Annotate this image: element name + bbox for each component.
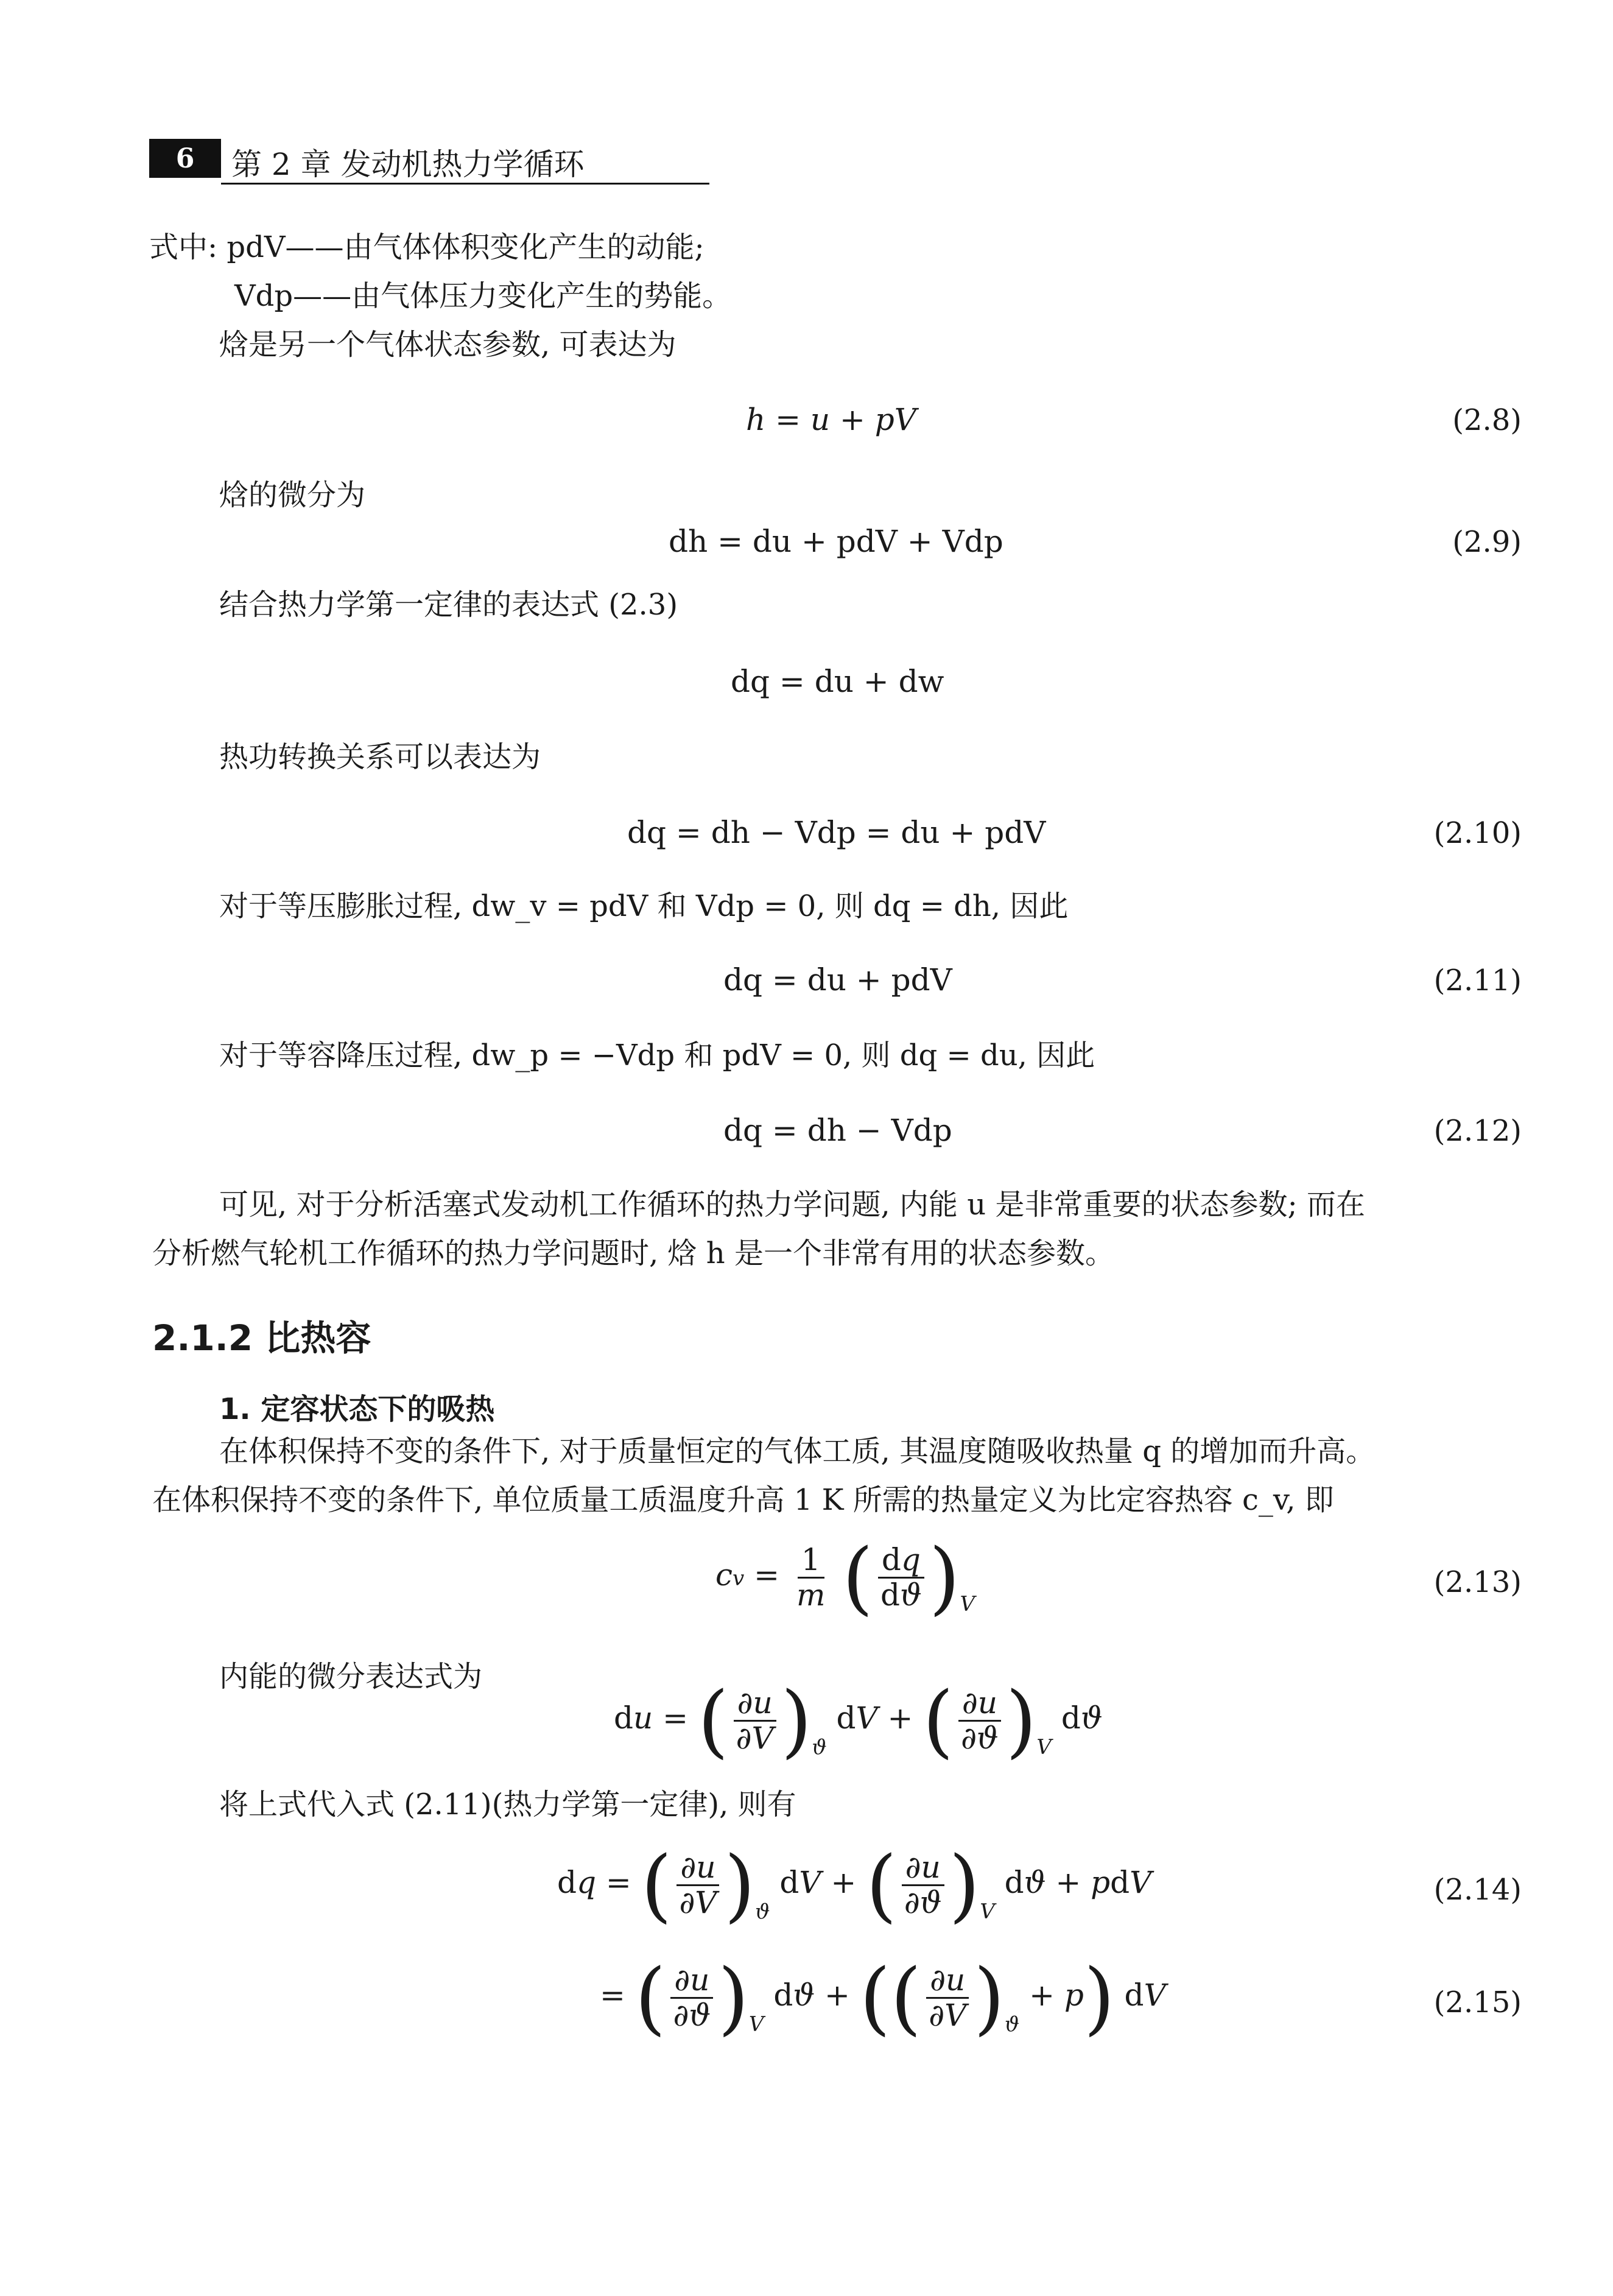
fraction-1-over-m: $\frac{1}{m}$ <box>796 1541 826 1613</box>
equation-2-9: dh = du + pdV + Vdp <box>669 524 1003 559</box>
equation-number-2-8: (2.8) <box>1452 403 1522 437</box>
equation-number-2-11: (2.11) <box>1433 963 1522 998</box>
equation-number-2-14: (2.14) <box>1433 1873 1522 1907</box>
equation-number-2-12: (2.12) <box>1433 1114 1522 1148</box>
equation-first-law: dq = du + dw <box>731 664 944 699</box>
text-line-9: 可见, 对于分析活塞式发动机工作循环的热力学问题, 内能 u 是非常重要的状态参数; 而在 <box>219 1188 1365 1222</box>
text-line-5: 结合热力学第一定律的表达式 (2.3) <box>219 588 678 622</box>
equation-2-11: dq = du + pdV <box>723 962 952 998</box>
text-line-1: 式中: pdV——由气体体积变化产生的动能; <box>149 230 705 264</box>
text-line-11: 在体积保持不变的条件下, 对于质量恒定的气体工质, 其温度随吸收热量 q 的增加而升高。 <box>219 1434 1376 1468</box>
equation-number-2-9: (2.9) <box>1452 525 1522 559</box>
text-line-3: 焓是另一个气体状态参数, 可表达为 <box>219 328 676 362</box>
running-header <box>149 133 709 184</box>
equation-number-2-13: (2.13) <box>1433 1565 1522 1599</box>
equation-2-12: dq = dh − Vdp <box>723 1113 952 1148</box>
text-line-10: 分析燃气轮机工作循环的热力学问题时, 焓 h 是一个非常有用的状态参数。 <box>152 1236 1114 1270</box>
equation-number-2-10: (2.10) <box>1433 816 1522 850</box>
header-rule <box>221 183 709 185</box>
text-line-6: 热功转换关系可以表达为 <box>219 740 541 774</box>
equation-number-2-15: (2.15) <box>1433 1985 1522 2020</box>
equation-2-15: = ( $\frac{\partial u}{\partial ϑ}$ )$_V$ dϑ + (( $\frac{\partial u}{\partial V}$ )$_ϑ + p$) dV <box>600 1951 1166 2044</box>
equation-2-8: h = u + pV <box>746 402 916 437</box>
running-title: 第 2 章 发动机热力学循环 <box>231 147 585 182</box>
equation-2-10: dq = dh − Vdp = du + pdV <box>627 815 1046 850</box>
text-line-12: 在体积保持不变的条件下, 单位质量工质温度升高 1 K 所需的热量定义为比定容热容 c_v, 即 <box>152 1483 1334 1517</box>
equation-du: du = ( $\frac{\partial u}{\partial V}$ )$_ϑ$ dV + ( $\frac{\partial u}{\partial ϑ}$ )$_V$ dϑ <box>614 1674 1103 1767</box>
text-line-14: 将上式代入式 (2.11)(热力学第一定律), 则有 <box>219 1787 796 1822</box>
equation-2-13: cv = $\frac{1}{m}$ ( $\frac{dq}{dϑ}$ )$_V$ <box>715 1531 975 1624</box>
text-line-4: 焓的微分为 <box>219 478 366 512</box>
subsection-title: 1. 定容状态下的吸热 <box>219 1392 495 1426</box>
text-line-2: Vdp——由气体压力变化产生的势能。 <box>234 279 732 313</box>
page-number: 6 <box>149 139 221 178</box>
text-line-8: 对于等容降压过程, dw_p = −Vdp 和 pdV = 0, 则 dq = du, 因此 <box>219 1038 1095 1072</box>
equation-2-14: dq = ( $\frac{\partial u}{\partial V}$ )$_ϑ$ dV + ( $\frac{\partial u}{\partial ϑ}$ )$_V$ dϑ + pdV <box>557 1839 1152 1931</box>
section-title: 2.1.2 比热容 <box>152 1317 371 1359</box>
text-line-13: 内能的微分表达式为 <box>219 1660 483 1694</box>
text-line-7: 对于等压膨胀过程, dw_v = pdV 和 Vdp = 0, 则 dq = dh, 因此 <box>219 889 1069 923</box>
fraction-dq-dtheta: $\frac{dq}{dϑ}$ <box>877 1543 926 1612</box>
